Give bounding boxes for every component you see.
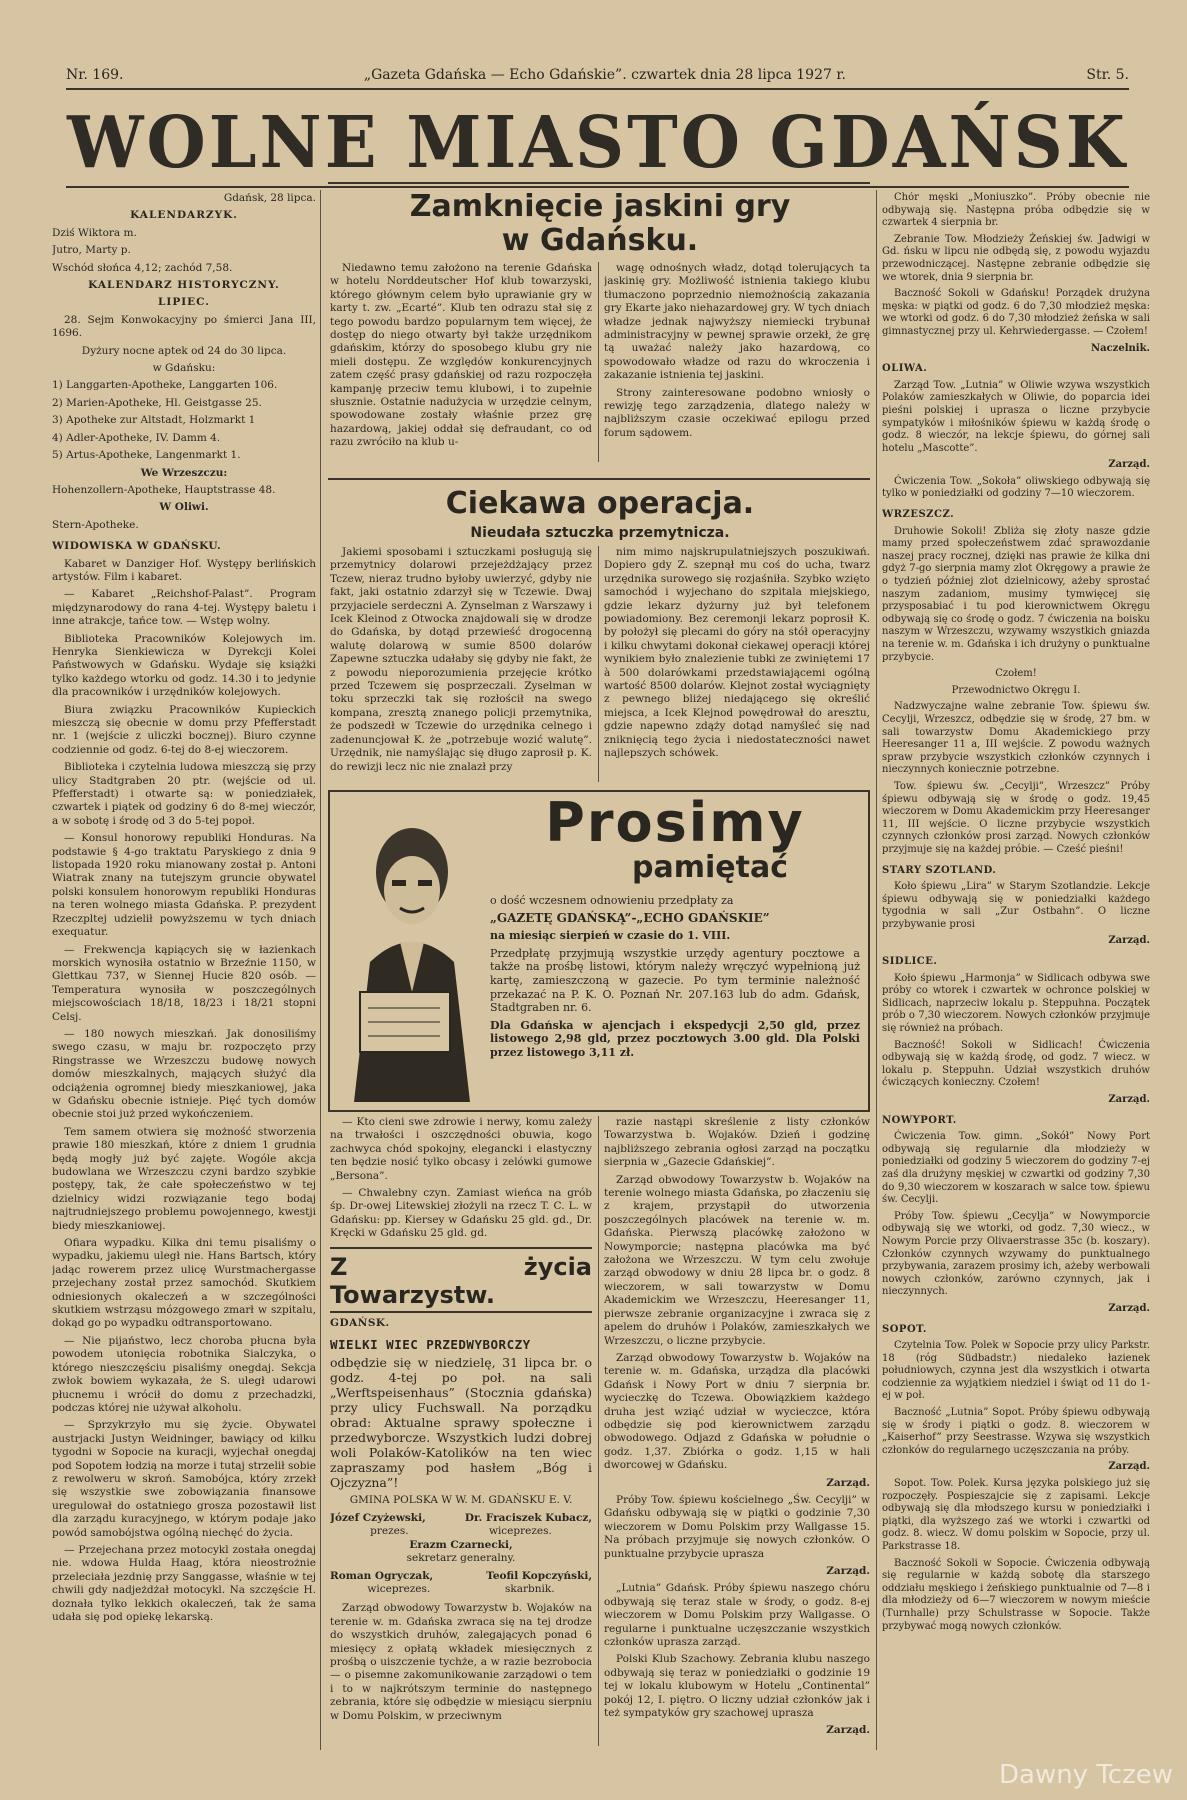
news-item: „Lutnia” Gdańsk. Próby śpiewu naszego chóru odbywają się teraz stale w środy, o godz. 8-ej wieczorem w Domu Polskim przy Wallgasse. O regularne i punktualne uczęszczanie wszystkich członków uprasza zarząd. <box>604 1582 870 1649</box>
signatory: Dr. Fraciszek Kubacz, <box>464 1511 592 1524</box>
calendar-line: Dziś Wiktora m. <box>52 226 137 239</box>
news-item: Biblioteka Pracowników Kolejowych im. Henryka Sienkiewicza w Dyrekcji Kolei Państwowych w Gdańsku. Wydaje się książki tylko każdego wtorku od godz. 14.30 i to jedynie dla pracowników i urzędników kolejowych. <box>52 632 316 699</box>
article-text: Niedawno temu założono na terenie Gdańska w hotelu Norddeutscher Hof klub towarzyski, którego głównym celem było uprawianie gry w karty t. zw. „Ecarté”. Klub ten odrazu stał się z tego powodu bardzo popularnym tem więcej, że dostęp do niego otwarty był także urzędnikom gdańskim, którzy do sposobego klubu gry nie mieli dostępu. Ze względów konkurencyjnych zatem część prasy gdańskiej od razu rozpoczęła kampanję przeciw temu klubowi, i to zupełnie słusznie. Ostatnie nadużycia w urzędzie celnym, spowodowane zostały właśnie przez grę hazardową, jakiej oddał się defraudant, co od razu zwróciło na klub u- <box>330 262 592 449</box>
signatory-role: prezes. <box>370 1525 409 1538</box>
ad-line: „GAZETĘ GDAŃSKĄ”-„ECHO GDAŃSKIE” <box>490 910 770 925</box>
news-item: — Sprzykrzyło mu się życie. Obywatel austrjacki Justyn Weidninger, bawiący od kilku tygodni w Sopocie na kuracji, wyjechał onegdaj pod Sopotem łodzią na morze i tutaj strzelił sobie z rewolweru w skroń. Samobójca, który zrzekł się wszystkie swe zobowiązania finansowe uregulował do ostatniego grosza pozostawił list dla zarządu kuracyjnego, w którym podaje jako powód samobójstwa ogólną niechęć do życia. <box>52 1419 316 1539</box>
calendar-line: Jutro, Marty p. <box>52 244 131 257</box>
location-heading: SOPOT. <box>882 1323 927 1335</box>
header-rule <box>66 88 1129 90</box>
column-left <box>52 192 316 1742</box>
news-item: Polski Klub Szachowy. Zebrania klubu naszego odbywają się teraz w poniedziałki o godzinie 19 tej w lokalu klubowym w Hotelu „Continental” pokój 12, I. piętro. O liczny udział członków jak i też sympatyków gry szachowej uprasza <box>604 1653 870 1720</box>
news-item: — Konsul honorowy republiki Honduras. Na podstawie § 4-go traktatu Paryskiego z dnia 9 listopada 1920 roku mianowany został p. Antoni Wiatrak znany na tutejszym gruncie obywatel polski konsulem honorowym republiki Honduras na teren wolnego miasta Gdańska. P. prezydent Rzeczpltej udzielił powyższemu w tych dniach exequatur. <box>52 832 316 939</box>
society-notice: Baczność! Sokoli w Sidlicach! Ćwiczenia odbywają się w każdą środę, od godz. 7 wiecz. w lokalu p. Steppuhn. Udział wszystkich druhów ćwiczących konieczny. Czołem! <box>882 1039 1150 1089</box>
society-notice: Druhowie Sokoli! Zbliża się złoty nasze gdzie mamy przed społeczeństwem zdać sprawozdanie naszej pracy rocznej, dzięki nas prawie że kilka dni gdyż 7-go sierpnia mamy zlot Okręgowy a prawie że o tydzień później zlot dzielnicowy, ażeby sprostać naszym zadaniom, musimy tymwięcej się przysposabiać i tu pod kierownictwem Okręgu odbywają się co środę o godz. 7 ćwiczenia na boisku naszym w Wrzeszczu, wzywamy wszystkich gniazda na terenie w. m. Gdańska i ich drużyny o punktualne przybycie. <box>882 525 1150 663</box>
article-gambling-right <box>604 262 870 462</box>
article-text: Strony zainteresowane podobno wniosły o rewizję tego zarządzenia, dlatego należy w najbliższym czasie oczekiwać epilogu przed forum sądowem. <box>604 386 870 439</box>
signature: Naczelnik. <box>1090 342 1150 354</box>
society-notice: Baczność Sokoli w Gdańsku! Porządek drużyna męska: w piątki od godz. 6 do 7,30 młodzież męska: we wtorki od godz. 6 do 7,30 młodzież żeńska w sali gimnastycznej przy ul. Kehrwiedergasse. — Czołem! <box>882 288 1150 337</box>
signature: Zarząd. <box>1108 1461 1150 1473</box>
column-divider <box>598 262 599 462</box>
pharmacy-item: 3) Apotheke zur Altstadt, Holzmarkt 1 <box>52 414 256 427</box>
signature: Zarząd. <box>1108 1094 1150 1105</box>
rally-heading: WIELKI WIEC PRZEDWYBORCZY <box>330 1337 531 1353</box>
organization-name: GMINA POLSKA W W. M. GDAŃSKU E. V. <box>349 1494 573 1507</box>
society-notice: Chór męski „Moniuszko”. Próby obecnie nie odbywają się. Następna próba odbędzie się w czwartek 4 sierpnia br. <box>882 192 1150 229</box>
news-item: Próby Tow. śpiewu kościelnego „Św. Cecylji” w Gdańsku odbywają się w piątki o godzinie 7,30 wieczorem w Domu Polskim przy Wallgasse 15. Na próbach przyjmuje się nowych członków. O punktualne przybycie uprasza <box>604 1493 870 1560</box>
pharmacy-item: 4) Adler-Apotheke, IV. Damm 4. <box>52 431 221 444</box>
history-heading: KALENDARZ HISTORYCZNY. <box>88 279 280 292</box>
news-item: Zarząd obwodowy Towarzystw b. Wojaków na terenie wolnego miasta Gdańska, po złaczeniu się z krajem, przystąpił do utworzenia poszczególnych placówek na terenie w. m. Gdańska. Pierwszą placówkę założono w Nowymporcie; następna placówka ma być założona we Wrzeszczu. W tym celu zwołuje zarząd obwodowy w dniu 28 lipca br. o godz. 8 wieczorem, w sali towarzystw w Domu Akademickim we Wrzeszczu, Heeresanger 11, pierwsze zebranie organizacyjne i zwraca się z apelem do druhów i Polaków, zamieszkałych we Wrzeszczu, o liczne przybycie. <box>604 1173 870 1347</box>
signature: Zarząd. <box>826 1565 870 1577</box>
shows-item: Kabaret w Danziger Hof. Występy berlińskich artystów. Film i kabaret. <box>52 557 316 583</box>
column-divider <box>598 546 599 782</box>
society-notice: Ćwiczenia Tow. gimn. „Sokół” Nowy Port odbywają się regularnie dla młodzieży w poniedziałki od godziny 5 wieczorem do godziny 7-ej zaś dla drużyny męskiej w czwartki od godziny 7,30 do 9,30 wieczorem w koszarach w salce tow. śpiewu św. Cecylji. <box>882 1131 1150 1206</box>
location-heading: WRZESZCZ. <box>882 509 955 521</box>
signature: Zarząd. <box>826 1476 870 1489</box>
pharmacy-item: 5) Artus-Apotheke, Langenmarkt 1. <box>52 449 241 462</box>
pharmacy-subheading: We Wrzeszczu: <box>140 466 228 479</box>
pharmacy-item: 2) Marien-Apotheke, Hl. Geistgasse 25. <box>52 396 262 409</box>
article-gambling-title <box>330 190 870 258</box>
article-operation-left <box>330 546 592 782</box>
column-right <box>882 192 1150 1752</box>
issue-number: Nr. 169. <box>66 67 124 83</box>
pharmacy-subheading: W Oliwi. <box>159 501 209 514</box>
location-heading: STARY SZOTLAND. <box>882 864 997 876</box>
news-item: — Nie pijaństwo, lecz choroba płucna była powodem utonięcia robotnika Sialczyka, o którego nieszczęściu pisaliśmy onegdaj. Sekcja zwłok bowiem wykazała, że S. uległ udarowi płucnemu i wrócił do domu z przechadzki, podczas której nie używał alkoholu. <box>52 1334 316 1414</box>
watermark: Dawny Tczew <box>998 1760 1173 1790</box>
page-header <box>66 66 1129 84</box>
society-notice: Nadzwyczajne walne zebranie Tow. śpiewu św. Cecylji, Wrzeszcz, odbędzie się w środę, 27 bm. w sali towarzystw Domu Akademickiego przy Heeresanger 11 a, III wejście. Z powodu ważnych spraw przybycie wszystkich członków czynnych i nieczynnych koniecznie potrzebne. <box>882 701 1150 776</box>
signatory-role: sekretarz generalny. <box>406 1552 516 1565</box>
shows-item: — Kabaret „Reichshof-Palast”. Program międzynarodowy do rana 4-tej. Występy baletu i inne atrakcje, tańce tow. — Wstęp wolny. <box>52 588 316 628</box>
signatory: Józef Czyżewski, <box>330 1511 426 1524</box>
signatory-role: wiceprezes. <box>488 1525 552 1538</box>
section-masthead: WOLNE MIASTO GDAŃSK <box>67 101 1128 185</box>
news-item: — Przejechana przez motocykl została onegdaj nie. wdowa Hulda Haag, która nieostrożnie przeleciała jezdnię przy Sanggasse, właśnie w tej chwili gdy nadjeżdżał motocykl. Na szczęście H. doznała tylko lekkich okaleczeń, tak że sama udała się pod opiekę lekarską. <box>52 1543 316 1623</box>
news-item: — Frekwencja kąpiących się w łazienkach morskich wynosiła ostatnio w Brzeźnie 1150, w Glettkau 737, w Siennej Hucie 820 osób. — Temperatura wynosiła w poszczególnych miejscowościach 18/18, 18/23 i 18/21 stopni Celsj. <box>52 943 316 1023</box>
location-heading: NOWYPORT. <box>882 1114 957 1126</box>
pharmacy-heading: Dyżury nocne aptek od 24 do 30 lipca. <box>81 344 287 357</box>
society-notice: Baczność Sokoli w Sopocie. Ćwiczenia odbywają się regularnie w każdą sobotę dla starszego oddziału męskiego i żeńskiego punktualnie od 7—8 i dla młodzieży od 6—7 wieczorem w nowym mieście (Turnhalle) przy Schulstrasse w Sopocie. Także przybywać mogą nowych członków. <box>882 1557 1150 1632</box>
pharmacy-subheading: w Gdańsku: <box>152 362 216 375</box>
news-item: Biblioteka i czytelnia ludowa mieszczą się przy ulicy Stadtgraben 20 ptr. (wejście od ul. Pfefferstadt) i otwarte są: w poniedziałek, czwartek i piątek od godziny 6 do 8-mej wieczór, a w sobotę i środę od 3 do 5-tej popoł. <box>52 761 316 827</box>
news-item: Zarząd obwodowy Towarzystw b. Wojaków na terenie w. m. Gdańska zwraca się na tej drodze do wszystkich druhów, zalegających ponad 6 miesięcy z opłatą wkładek miesięcznych z prośbą o uiszczenie tychże, a w razie bezrobocia — o pisemne zakomunikowanie zarządowi o tem i to w najkrótszym terminie do następnego zebrania, które się odbędzie w miesiącu sierpniu w Domu Polskim, w przeciwnym <box>330 1602 592 1722</box>
article-text: Jakiemi sposobami i sztuczkami posługują się przemytnicy dolarowi przejeżdżający przez Tczew, nieraz trudno byłoby uwierzyć, gdyby nie fakt, jaki ostatnio zdarzył się w Tczewie. Dwaj przyjaciele serdeczni A. Zynselman z Warszawy i Icek Kleinod z Otwocka znajdowali się w drodze do Gdańska, by dotąd przewieść drogocenną walutę dolarową w sumie 8500 dolarów Zapewne sztuczka udałaby się gdyby nie fakt, że z powodu nieporozumienia przejęcie krótko przed Tczewem się posprzeczali. Zyselman w toku sprzeczki tak się rozłościł na swego kompana, zresztą znanego policji przemytnika, że podszedł w Tczewie do urzędnika celnego i zadenuncjował K. że „potrzebuje wozić walutę”. Urzędnik, nie namyślając się długo zaprosił p. K. do rewizji lecz nic nie znalazł przy <box>330 546 592 773</box>
society-notice: Czytelnia Tow. Polek w Sopocie przy ulicy Parkstr. 18 (róg Südbadstr.) niedaleko łazienek południowych, czynna jest dla wszystkich i otwarta codziennie za wyjątkiem niedziel i świąt od 11 do 1-ej w poł. <box>882 1340 1150 1402</box>
rally-text: odbędzie się w niedzielę, 31 lipca br. o godz. 4-tej po poł. na sali „Werftspeisenhaus” (Stocznia gdańska) przy ulicy Fuchswall. Na porządku obrad: Aktualne sprawy społeczne i przedwyborcze. Wszystkich ludzi dobrej woli Polaków-Katolików na ten wiec zapraszamy pod hasłem „Bóg i Ojczyzna”! <box>330 1355 592 1491</box>
ad-line: Przedpłatę przyjmują wszystkie urzędy agentury pocztowe a także na prośbę listowi, którym należy wręczyć wypełnioną już kartę, zamieszczoną w gazecie. Po tym terminie należność przekazać na P. K. O. Poznań Nr. 207.163 lub do adm. Gdańsk, Stadtgraben nr. 6. <box>490 946 860 1015</box>
article-gambling-left <box>330 262 592 462</box>
column-divider <box>876 190 877 1750</box>
column-middle-left <box>330 1116 592 1746</box>
article-text: wagę odnośnych władz, dotąd tolerujących ta jaskinię gry. Możliwość istnienia takiego klubu tłumaczono poprzednio niemożnością zakazania gry Ekarte jako niehazardowej gry. W tych dniach władze jednak najwyższy niemiecki trybunał administracyjny w pewnej sprawie orzekł, że grę tą uważać należy jako hazardową, co spowodowało władze od razu do wkroczenia i zakazanie istnienia tej jaskini. <box>604 262 870 382</box>
signatory-role: wiceprezes. <box>367 1582 431 1595</box>
column-middle-right <box>604 1116 870 1746</box>
location-heading: GDAŃSK. <box>330 1316 390 1329</box>
news-item: — Kto cieni swe zdrowie i nerwy, komu zależy na trwałości i oszczędności obuwia, kogo zachwyca chód spokojny, elegancki i elastyczny ten będzie nosić tylko obcasy i zelówki gumowe „Bersona”. <box>330 1116 592 1182</box>
article-operation-subtitle: Nieudała sztuczka przemytnicza. <box>470 525 730 541</box>
pharmacy-item: Hohenzollern-Apotheke, Hauptstrasse 48. <box>52 483 276 496</box>
signature: Zarząd. <box>826 1724 870 1737</box>
news-item: Tem samem otwiera się możność stworzenia prawie 180 mieszkań, które z dniem 1 grudnia będą mogły już być zajęte. Wogóle akcja budowlana we Wrzeszczu czyni bardzo szybkie postępy, tak, że całe społeczeństwo w tej dzielnicy widzi rozwiązanie tego bodaj najtrudniejszego problemu powojennego, kwestji biedy mieszkaniowej. <box>52 1125 316 1232</box>
article-title-line: Zamknięcie jaskini gry <box>409 189 791 224</box>
month-heading: LIPIEC. <box>158 296 210 309</box>
ad-line: o dość wczesnem odnowieniu przedpłaty za <box>490 894 734 907</box>
ad-line: Dla Gdańska w ajencjach i ekspedycji 2,50 gld, przez listowego 2,98 gld, przez pocztowych 3.00 gld. Dla Polski przez listowego 3,11 zł. <box>490 1018 860 1059</box>
society-notice: Koło śpiewu „Harmonja” w Sidlicach odbywa swe próby co wtorek i czwartek w ochronce polskiej w Sidlicach, naprzeciw lokalu p. Steppuhna. Początek prób o 7,30 wieczorem. Nowych członków przyjmuje się również na próbach. <box>882 972 1150 1035</box>
closing: Czołem! <box>995 668 1037 680</box>
article-text: nim mimo najskrupulatniejszych poszukiwań. Dopiero gdy Z. szepnął mu coś do ucha, twarz urzędnika surowego się rozjaśniła. Szybko wzięto samochód i wyjechano do szpitala miejskiego, gdzie lekarz dyżurny już był telefonem powiadomiony. Bez ceremonji lekarz poprosił K. by położył się plecami do góry na stół operacyjny i kilku chwytami dokonał ciekawej operacji której wynikiem było znalezienie tubki ze zwiniętemi 17 à 500 dolarówkami przedstawiającemi ogólną wartość 8500 dolarów. Klejnot został wyciągnięty z pewnego bliżej niedającego się określić miejsca, a Icek Klejnod powędrował do aresztu, gdzie napewno zdąży dotąd namyśleć się nad zniknięcią tego życia i niedostateczności nawet najlepszych schówek. <box>604 546 870 760</box>
signatory: Roman Ogryczak, <box>330 1569 434 1582</box>
society-notice: Sopot. Tow. Polek. Kursa języka polskiego już się rozpoczęły. Pospieszajcie się z zapisami. Lekcje odbywają się dla młodszego kursu w poniedziałki i piątki, dla wyższego zaś we wtorki i czwartki od godz. 8. wiecz. W domu polskim w Sopocie, przy ul. Parkstrasse 18. <box>882 1478 1150 1552</box>
history-entry: 28. Sejm Konwokacyjny po śmierci Jana III, 1696. <box>52 313 316 340</box>
society-notice: Tow. śpiewu św. „Cecylji”, Wrzeszcz” Próby śpiewu odbywają się w środę o godz. 19,45 wieczorem w Domu Akademickim przy Heeresanger 11, III wejście. O liczne przybycie wszystkich czynnych członków prosi zarząd. Nowych członków przyjmuje się na każdej próbie. — Cześć pieśni! <box>882 780 1150 855</box>
page-number: Str. 5. <box>1086 67 1129 83</box>
societies-heading: Z życia Towarzystw. <box>330 1252 592 1309</box>
news-item: Ofiara wypadku. Kilka dni temu pisaliśmy o wypadku, jakiemu uległ nie. Hans Bartsch, który jadąc rowerem przez ulicę Wurstmachergasse przejechany został przez samochód. Skutkiem odniesionych okaleczeń a w szczególności skutkiem wstrząsu mózgowego zmarł w szpitalu, dokąd go po wypadku odtransportowano. <box>52 1237 316 1330</box>
news-item: — 180 nowych mieszkań. Jak donosiliśmy swego czasu, w maju br. rozpoczęto przy Ringstrasse we Wrzeszczu budowę nowych domów mieszkalnych, mających służyć dla odciążenia ogromnej biedy mieszkaniowej, jaka w Gdańsku obecnie istnieje. Pięć tych domów obecnie stoi już przed wykończeniem. <box>52 1027 316 1121</box>
dateline: Gdańsk, 28 lipca. <box>223 192 316 204</box>
ad-line: na miesiąc sierpień w czasie do 1. VIII. <box>490 929 731 943</box>
pharmacy-item: 1) Langgarten-Apotheke, Langgarten 106. <box>52 379 278 392</box>
location-heading: OLIWA. <box>882 363 928 375</box>
article-title-line: w Gdańsku. <box>501 223 699 258</box>
shows-heading: WIDOWISKA W GDAŃSKU. <box>52 540 222 553</box>
article-operation-title: Ciekawa operacja. <box>445 486 755 521</box>
article-operation-right <box>604 546 870 782</box>
society-notice: Ćwiczenia Tow. „Sokoła” oliwskiego odbywają się tylko w poniedziałki od godziny 7—10 wieczorem. <box>882 475 1150 500</box>
column-divider <box>320 190 321 1750</box>
signatory-role: skarbnik. <box>505 1582 555 1595</box>
article-divider <box>328 478 870 480</box>
calendar-line: Wschód słońca 4,12; zachód 7,58. <box>52 261 233 274</box>
man-portrait-icon <box>340 812 480 1102</box>
news-item: Zarząd obwodowy Towarzystw b. Wojaków na terenie w. m. Gdańska, urządza dla placówki Gdańsk i Nowy Port w dniu 7 sierpnia br. wycieczkę do Tczewa. Obowiązkiem każdego druha jest wziąć udział w wycieczce, która odbędzie się pod kierownictwem zarządu obwodowego. Odjazd z Gdańska w południe o godz. 1,37. Zbiórka o godz. 1,15 w hali dworcowej w Gdańsku. <box>604 1351 870 1472</box>
news-item: — Chwalebny czyn. Zamiast wieńca na grób śp. Dr-owej Litewskiej złożyli na rzecz T. C. L. w Gdańsku: pp. Kiersey w Gdańsku 25 gld. gd., Dr. Kręcki w Gdańsku 25 gld. gd. <box>330 1187 592 1240</box>
society-notice: Koło śpiewu „Lira” w Starym Szotlandzie. Lekcje śpiewu odbywają się w poniedziałki każdego tygodnia w sali „Zur Ostbahn”. O liczne przybywanie prosi <box>882 881 1150 930</box>
society-notice: Zarząd Tow. „Lutnia” w Oliwie wzywa wszystkich Polaków zamieszkałych w Oliwie, do poparcia idei pieśni polskiej i uprasza o liczne przybycie sympatyków i miłośników śpiewu w każdą środę o godz. 8 wieczór, na lekcje śpiewu, do górnej sali hotelu „Mascotte”. <box>882 379 1150 454</box>
signatory: Teofil Kopczyński, <box>486 1569 592 1582</box>
column-divider <box>598 1116 599 1746</box>
kalendarzyk-heading: KALENDARZYK. <box>130 209 238 222</box>
society-notice: Baczność „Lutnia” Sopot. Próby śpiewu odbywają się w środy i piątki o godz. 8. wieczorem w „Kaiserhof” przy Seestrasse. Wzywa się wszystkich członków do regularnego uczęszczania na próby. <box>882 1407 1150 1456</box>
pharmacy-item: Stern-Apotheke. <box>52 518 139 531</box>
signature: Zarząd. <box>1108 1302 1150 1314</box>
signatory: Erazm Czarnecki, <box>409 1538 513 1551</box>
signature: Zarząd. <box>1108 935 1150 947</box>
location-heading: SIDLICE. <box>882 956 938 968</box>
news-item: razie nastąpi skreślenie z listy członków Towarzystwa b. Wojaków. Dzień i godzinę najbliższego zebrania ogłosi zarząd na początku sierpnia w „Gazecie Gdańskiej”. <box>604 1116 870 1169</box>
subscription-ad <box>328 790 870 1112</box>
signature: Zarząd. <box>1108 459 1150 471</box>
ad-subheadline: pamiętać <box>632 850 788 885</box>
ad-body <box>490 894 860 1106</box>
header-title: „Gazeta Gdańska — Echo Gdańskie”. czwartek dnia 28 lipca 1927 r. <box>363 67 846 83</box>
society-notice: Próby Tow. śpiewu „Cecylja” w Nowymporcie odbywają się we wtorki, od godz. 7,30 wiecz., w Nowym Porcie przy Olivaerstrasse 35c (b. koszary). Członków czynnych wzywamy do punktualnego przybywania, zarazem prosimy ich, ażeby werbowali nowych członków, zarówno czynnych, jak i nieczynnych. <box>882 1210 1150 1298</box>
society-notice: Zebranie Tow. Młodzieży Żeńskiej św. Jadwigi w Gd. ńsku w lipcu nie odbędą się, z powodu wyjazdu przewodniczącej. Następne zebranie odbędzie się we wtorek, dnia 9 sierpnia br. <box>882 233 1150 283</box>
ad-headline: Prosimy <box>545 791 805 854</box>
news-item: Biura związku Pracowników Kupieckich mieszczą się obecnie w domu przy Pfefferstadt nr. 1 (wejście z uliczki bocznej). Biuro czynne codziennie od godz. 6-tej do 8-ej wieczorem. <box>52 703 316 756</box>
signature: Przewodnictwo Okręgu I. <box>951 684 1081 696</box>
